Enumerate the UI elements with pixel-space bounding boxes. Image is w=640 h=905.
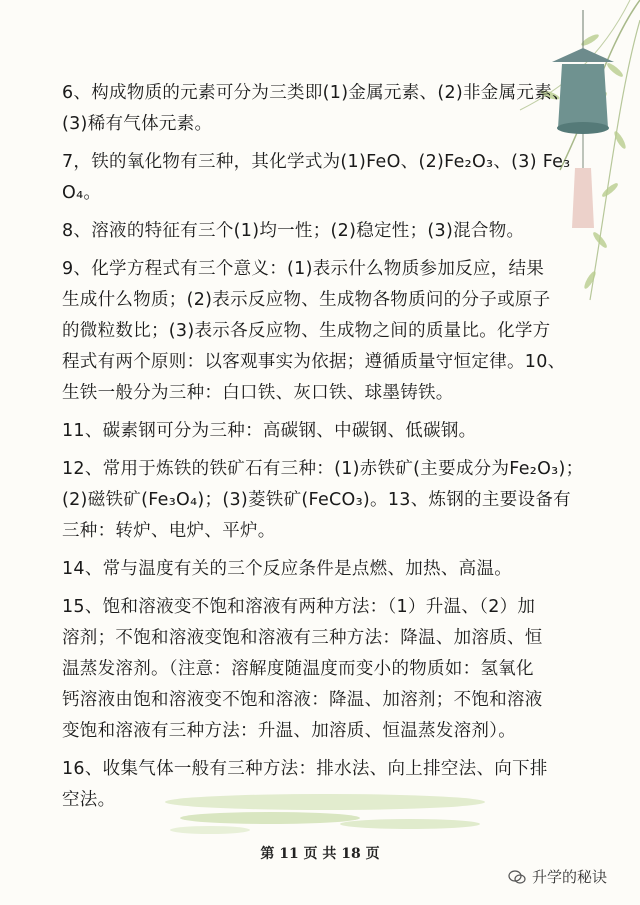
text-line: 生成什么物质；(2)表示反应物、生成物各物质问的分子或原子 — [62, 290, 551, 310]
wechat-icon — [508, 869, 526, 885]
text-line: 变饱和溶液有三种方法：升温、加溶质、恒温蒸发溶剂）。 — [62, 721, 517, 741]
text-line: 9、化学方程式有三个意义：(1)表示什么物质参加反应，结果 — [62, 259, 545, 279]
text-line: 程式有两个原则：以客观事实为依据；遵循质量守恒定律。10、 — [62, 352, 566, 372]
text-line: 生铁一般分为三种：白口铁、灰口铁、球墨铸铁。 — [62, 383, 454, 403]
text-line: 12、常用于炼铁的铁矿石有三种：(1)赤铁矿(主要成分为Fe₂O₃)； — [62, 459, 584, 479]
watermark-text: 升学的秘诀 — [532, 868, 608, 886]
text-line: 11、碳素钢可分为三种：高碳钢、中碳钢、低碳钢。 — [62, 421, 477, 441]
text-line: 14、常与温度有关的三个反应条件是点燃、加热、高温。 — [62, 559, 513, 579]
text-line: 的微粒数比；(3)表示各反应物、生成物之间的质量比。化学方 — [62, 321, 551, 341]
text-line: 溶剂；不饱和溶液变饱和溶液有三种方法：降温、加溶质、恒 — [62, 628, 543, 648]
text-line: 6、构成物质的元素可分为三类即(1)金属元素、(2)非金属元素、 — [62, 83, 570, 103]
text-line: 15、饱和溶液变不饱和溶液有两种方法：（1）升温、（2）加 — [62, 597, 536, 617]
text-line: 空法。 — [62, 790, 116, 810]
document-body — [62, 78, 590, 816]
text-line: 16、收集气体一般有三种方法：排水法、向上排空法、向下排 — [62, 759, 548, 779]
text-line: 钙溶液由饱和溶液变不饱和溶液：降温、加溶剂；不饱和溶液 — [62, 690, 543, 710]
text-line: 7，铁的氧化物有三种，其化学式为(1)FeO、(2)Fe₂O₃、(3) Fe₃ — [62, 152, 571, 172]
account-watermark — [508, 866, 607, 887]
text-line: (3)稀有气体元素。 — [62, 114, 213, 134]
text-line: 温蒸发溶剂。（注意：溶解度随温度而变小的物质如：氢氧化 — [62, 659, 534, 679]
text-line: (2)磁铁矿(Fe₃O₄)；(3)菱铁矿(FeCO₃)。13、炼钢的主要设备有 — [62, 490, 571, 510]
text-line: 8、溶液的特征有三个(1)均一性；(2)稳定性；(3)混合物。 — [62, 221, 525, 241]
page-number-footer: 第 11 页 共 18 页 — [260, 846, 380, 862]
text-line: O₄。 — [62, 183, 102, 203]
text-line: 三种：转炉、电炉、平炉。 — [62, 521, 276, 541]
